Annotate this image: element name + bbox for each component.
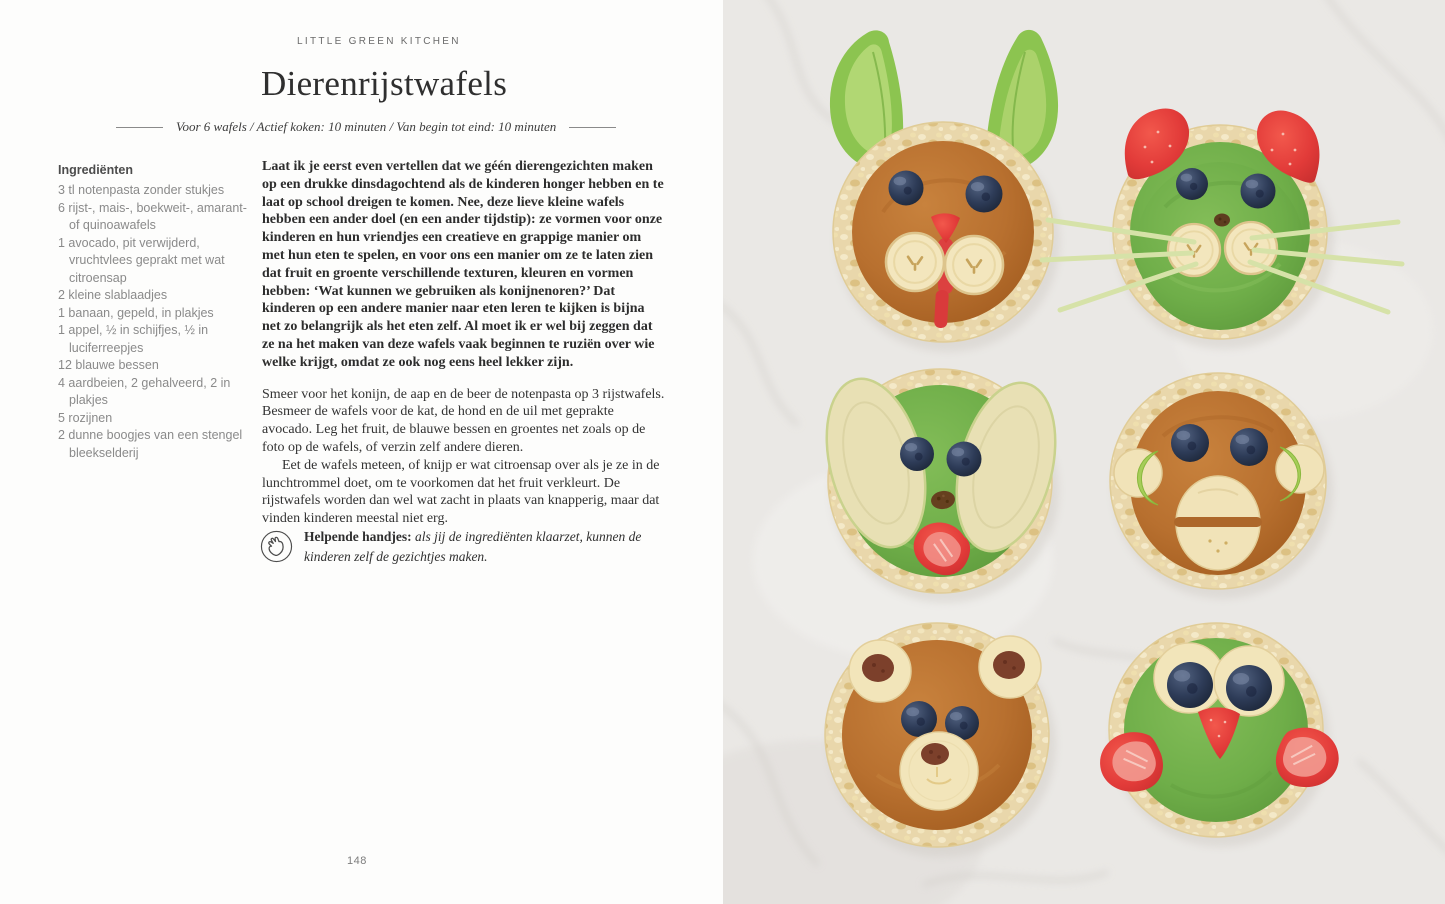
blueberry-eye bbox=[1241, 174, 1276, 209]
blueberry-eye bbox=[889, 171, 924, 206]
raisin-nose bbox=[1214, 214, 1230, 227]
blueberry-eye bbox=[1176, 168, 1208, 200]
ingredients-heading: Ingrediënten bbox=[58, 163, 134, 177]
ingredient-item: 12 blauwe bessen bbox=[58, 358, 159, 372]
helping-hands-tip bbox=[260, 527, 670, 567]
tip-text bbox=[304, 527, 670, 567]
raisin-nose bbox=[921, 743, 949, 765]
ingredient-item: 2 dunne boogjes van een stengel bleekselderij bbox=[58, 428, 243, 460]
recipe-meta bbox=[116, 119, 602, 135]
ingredient-item: 4 aardbeien, 2 gehalveerd, 2 in plakjes bbox=[58, 375, 231, 407]
ingredient-item: 1 avocado, pit verwijderd, vruchtvlees geprakt met wat citroensap bbox=[58, 235, 225, 285]
blueberry-eye bbox=[900, 437, 934, 471]
ingredient-item: 2 kleine slablaadjes bbox=[58, 288, 168, 302]
ingredient-item: 6 rijst-, mais-, boekweit-, amarant- of quinoawafels bbox=[58, 200, 247, 232]
page-title: Dierenrijstwafels bbox=[261, 64, 508, 103]
animal-rice-cakes-photo bbox=[723, 0, 1445, 904]
step-paragraph: Smeer voor het konijn, de aap en de beer de notenpasta op 3 rijstwafels. Besmeer de wafels voor de kat, de hond en de uil met geprakte avocado. Leg het fruit, de blauwe bessen en groentes net zoals op de foto op de wafels, of verzin zelf andere dieren. bbox=[262, 386, 665, 455]
banana-cheek bbox=[886, 233, 944, 291]
tip-label: Helpende handjes: bbox=[304, 529, 412, 544]
ingredient-item: 3 tl notenpasta zonder stukjes bbox=[58, 183, 225, 197]
step-paragraph: Eet de wafels meteen, of knijp er wat citroensap over als je ze in de lunchtrommel doet, om te voorkomen dat het fruit verkleurt. De rijstwafels worden dan wel wat zacht in plaats van knapperig, maar dat vinden kinderen meestal niet erg. bbox=[262, 457, 660, 527]
ingredient-item: 1 appel, ½ in schijfjes, ½ in luciferreepjes bbox=[58, 323, 209, 355]
ingredients-list bbox=[58, 163, 250, 462]
blueberry-eye bbox=[901, 701, 937, 737]
meta-rule-right bbox=[569, 127, 616, 128]
blueberry-eye bbox=[1171, 424, 1209, 462]
bear-rice-cake bbox=[825, 623, 1056, 857]
banana-cheek bbox=[1225, 222, 1277, 274]
recipe-photo bbox=[723, 0, 1445, 904]
tip-body: als jij de ingrediënten klaarzet, kunnen de kinderen zelf de gezichtjes maken. bbox=[304, 529, 642, 564]
page-number: 148 bbox=[347, 855, 367, 867]
blueberry-eye bbox=[947, 442, 982, 477]
banana-muzzle bbox=[1174, 476, 1262, 570]
meta-rule-left bbox=[116, 127, 163, 128]
recipe-body bbox=[262, 158, 666, 528]
banana-muzzle bbox=[900, 732, 978, 810]
blueberry-eye bbox=[1230, 428, 1268, 466]
ingredient-item: 5 rozijnen bbox=[58, 410, 113, 425]
banana-cheek bbox=[945, 236, 1003, 294]
blueberry-eye bbox=[966, 176, 1003, 213]
recipe-meta-text: Voor 6 wafels / Actief koken: 10 minuten / Van begin tot eind: 10 minuten bbox=[176, 119, 557, 134]
ingredient-item: 1 banaan, gepeld, in plakjes bbox=[58, 305, 214, 320]
intro-paragraph: Laat ik je eerst even vertellen dat we géén dierengezichten maken op een drukke dinsdagochtend als de kinderen honger hebben en te laat op school dreigen te komen. Nee, deze lieve kleine wafels hebben een ander doel (en een ander tijdstip): ze vormen voor onze kinderen en hun vriendjes een creatieve en grappige manier om met hun eten te spelen, en voor ons een manier om ze te laten zien dat fruit en groente verschillende texturen, kleuren en vormen hebben: ‘Wat kunnen we gebruiken als konijnenoren?’ Dat kinderen op een andere manier naar eten leren te kijken is bijna net zo belangrijk als het eten zelf. Al moet ik er wel bij zeggen dat ze na het maken van deze wafels vaak beginnen te ruziën over wie welke krijgt, omdat ze ook nog eens heel lekker zijn. bbox=[262, 159, 664, 370]
book-title: LITTLE GREEN KITCHEN bbox=[297, 36, 461, 47]
helping-hand-icon bbox=[260, 530, 293, 563]
strawberry-chin bbox=[934, 290, 949, 329]
